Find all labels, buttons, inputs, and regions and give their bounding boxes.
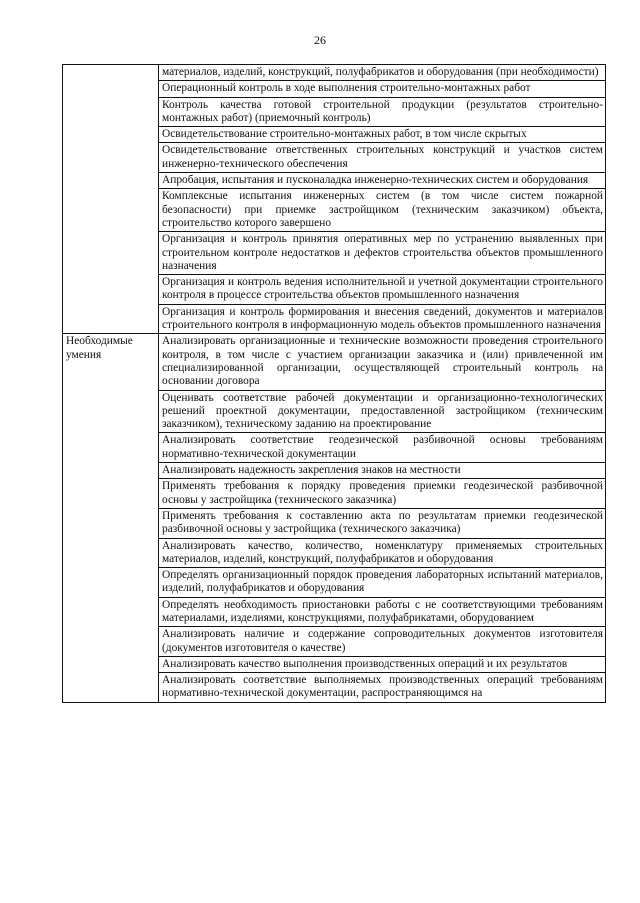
content-cell: Освидетельствование ответственных строительных конструкций и участков систем инженерно-технического обеспечения bbox=[159, 143, 606, 173]
label-cell-empty bbox=[63, 65, 159, 334]
row-label-necessary-skills: Необходимые умения bbox=[63, 334, 159, 702]
requirements-table bbox=[62, 64, 606, 703]
content-cell: Анализировать организационные и технические возможности проведения строительного контроля, в том числе с участием организации заказчика и (или) привлеченной им специализированной организации, осуществляющей строительный контроль на основании договора bbox=[159, 334, 606, 390]
content-cell: Комплексные испытания инженерных систем (в том числе систем пожарной безопасности) при приемке застройщиком (техническим заказчиком) объекта, строительство которого завершено bbox=[159, 189, 606, 232]
content-cell: Операционный контроль в ходе выполнения строительно-монтажных работ bbox=[159, 81, 606, 97]
content-cell: материалов, изделий, конструкций, полуфабрикатов и оборудования (при необходимости) bbox=[159, 65, 606, 81]
content-cell: Анализировать наличие и содержание сопроводительных документов изготовителя (документов изготовителя о качестве) bbox=[159, 627, 606, 657]
content-cell: Анализировать надежность закрепления знаков на местности bbox=[159, 463, 606, 479]
table-row bbox=[63, 334, 606, 390]
page-number: 26 bbox=[314, 33, 326, 47]
content-cell: Организация и контроль принятия оперативных мер по устранению выявленных при строительном контроле недостатков и дефектов строительства объектов промышленного назначения bbox=[159, 232, 606, 275]
content-cell: Анализировать качество выполнения производственных операций и их результатов bbox=[159, 656, 606, 672]
content-cell: Оценивать соответствие рабочей документации и организационно-технологических решений проектной документации, предоставленной застройщиком (техническим заказчиком), техническому заданию на проектирование bbox=[159, 390, 606, 433]
content-cell: Организация и контроль ведения исполнительной и учетной документации строительного контроля в процессе строительства объектов промышленного назначения bbox=[159, 275, 606, 305]
content-cell: Анализировать соответствие геодезической разбивочной основы требованиям нормативно-технической документации bbox=[159, 433, 606, 463]
content-cell: Анализировать качество, количество, номенклатуру применяемых строительных материалов, изделий, конструкций, полуфабрикатов и оборудования bbox=[159, 538, 606, 568]
content-cell: Апробация, испытания и пусконаладка инженерно-технических систем и оборудования bbox=[159, 173, 606, 189]
content-cell: Применять требования к составлению акта по результатам приемки геодезической разбивочной основы у застройщика (технического заказчика) bbox=[159, 508, 606, 538]
content-cell: Организация и контроль формирования и внесения сведений, документов и материалов строительного контроля в информационную модель объектов промышленного назначения bbox=[159, 304, 606, 334]
content-cell: Определять организационный порядок проведения лабораторных испытаний материалов, изделий, полуфабрикатов и оборудования bbox=[159, 568, 606, 598]
table-row bbox=[63, 65, 606, 81]
content-cell: Контроль качества готовой строительной продукции (результатов строительно-монтажных работ) (приемочный контроль) bbox=[159, 97, 606, 127]
content-cell: Определять необходимость приостановки работы с не соответствующими требованиям материалами, изделиями, конструкциями, полуфабрикатами, оборудованием bbox=[159, 597, 606, 627]
content-cell: Применять требования к порядку проведения приемки геодезической разбивочной основы у застройщика (технического заказчика) bbox=[159, 479, 606, 509]
content-cell: Освидетельствование строительно-монтажных работ, в том числе скрытых bbox=[159, 127, 606, 143]
content-cell: Анализировать соответствие выполняемых производственных операций требованиям нормативно-технической документации, распространяющимся на bbox=[159, 673, 606, 703]
